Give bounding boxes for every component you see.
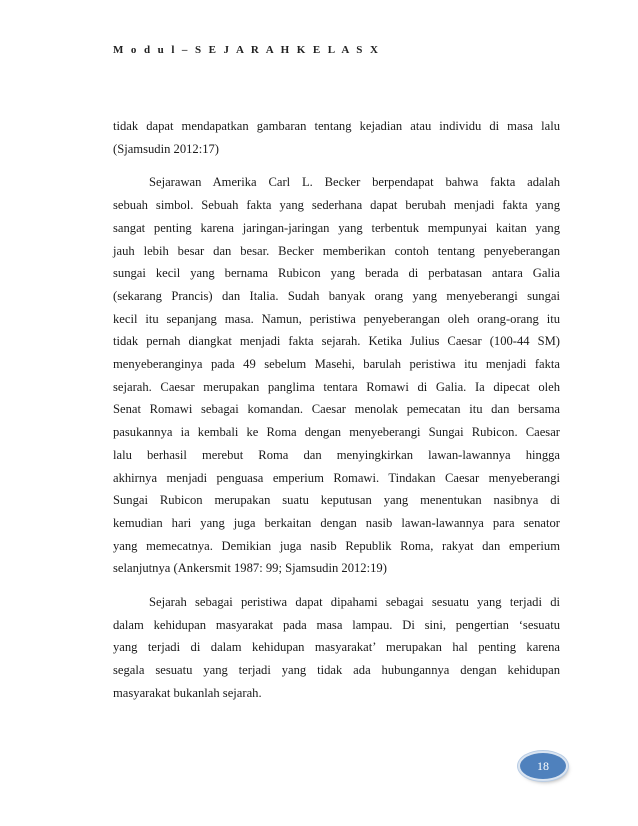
text-line: sebuah simbol. Sebuah fakta yang sederhana dapat berubah menjadi fakta yang bbox=[113, 198, 560, 213]
text-line: (Sjamsudin 2012:17) bbox=[113, 141, 219, 156]
text-line: menyeberanginya pada 49 sebelum Masehi, barulah peristiwa itu menjadi fakta bbox=[113, 357, 560, 372]
text-line: segala sesuatu yang terjadi yang tidak ada hubungannya dengan kehidupan bbox=[113, 663, 560, 678]
text-line: (sekarang Prancis) dan Italia. Sudah banyak orang yang menyeberangi sungai bbox=[113, 288, 560, 303]
text-line: sungai kecil yang bernama Rubicon yang berada di perbatasan antara Galia bbox=[113, 266, 560, 281]
text-line: Sungai Rubicon merupakan suatu keputusan yang menentukan nasibnya di bbox=[113, 493, 560, 508]
text-line: dalam kehidupan masyarakat pada masa lampau. Di sini, pengertian ‘sesuatu bbox=[113, 617, 560, 632]
page-number-badge bbox=[520, 753, 566, 779]
page-header: M o d u l – S E J A R A H K E L A S X bbox=[113, 44, 381, 56]
text-line: lalu berhasil merebut Roma dan menyingkirkan lawan-lawannya hingga bbox=[113, 447, 560, 462]
text-line: Sejarah sebagai peristiwa dapat dipahami sebagai sesuatu yang terjadi di bbox=[149, 595, 560, 610]
text-line: kemudian hari yang juga berkaitan dengan nasib lawan-lawannya para senator bbox=[113, 515, 560, 530]
text-line: pasukannya ia kembali ke Roma dengan menyeberangi Sungai Rubicon. Caesar bbox=[113, 425, 560, 440]
text-line: tidak dapat mendapatkan gambaran tentang kejadian atau individu di masa lalu bbox=[113, 119, 560, 133]
text-line: yang terjadi di dalam kehidupan masyarakat’ merupakan hal penting karena bbox=[113, 640, 560, 655]
text-line: sangat penting karena jaringan-jaringan yang terbentuk mempunyai kaitan yang bbox=[113, 220, 560, 235]
text-line: Senat Romawi sebagai komandan. Caesar menolak pemecatan itu dan bersama bbox=[113, 402, 560, 417]
text-line: yang memecatnya. Demikian juga nasib Republik Roma, rakyat dan emperium bbox=[113, 538, 560, 553]
text-line: akhirnya menjadi penguasa emperium Romawi. Tindakan Caesar menyeberangi bbox=[113, 470, 560, 485]
page-number: 18 bbox=[537, 759, 549, 773]
paragraph-2 bbox=[113, 171, 560, 580]
text-line: kecil itu sepanjang masa. Namun, peristiwa penyeberangan oleh orang-orang itu bbox=[113, 311, 560, 326]
text-line: masyarakat bukanlah sejarah. bbox=[113, 685, 262, 700]
paragraph-3 bbox=[113, 591, 560, 705]
text-line: jauh lebih besar dan besar. Becker memberikan contoh tentang penyeberangan bbox=[113, 243, 560, 258]
text-line: Sejarawan Amerika Carl L. Becker berpendapat bahwa fakta adalah bbox=[149, 175, 560, 190]
paragraph-1 bbox=[113, 115, 560, 160]
text-line: sejarah. Caesar merupakan panglima tentara Romawi di Galia. Ia dipecat oleh bbox=[113, 379, 560, 394]
text-line: tidak pernah diangkat menjadi fakta sejarah. Ketika Julius Caesar (100-44 SM) bbox=[113, 334, 560, 349]
document-body bbox=[113, 115, 560, 705]
text-line: selanjutnya (Ankersmit 1987: 99; Sjamsudin 2012:19) bbox=[113, 561, 387, 576]
